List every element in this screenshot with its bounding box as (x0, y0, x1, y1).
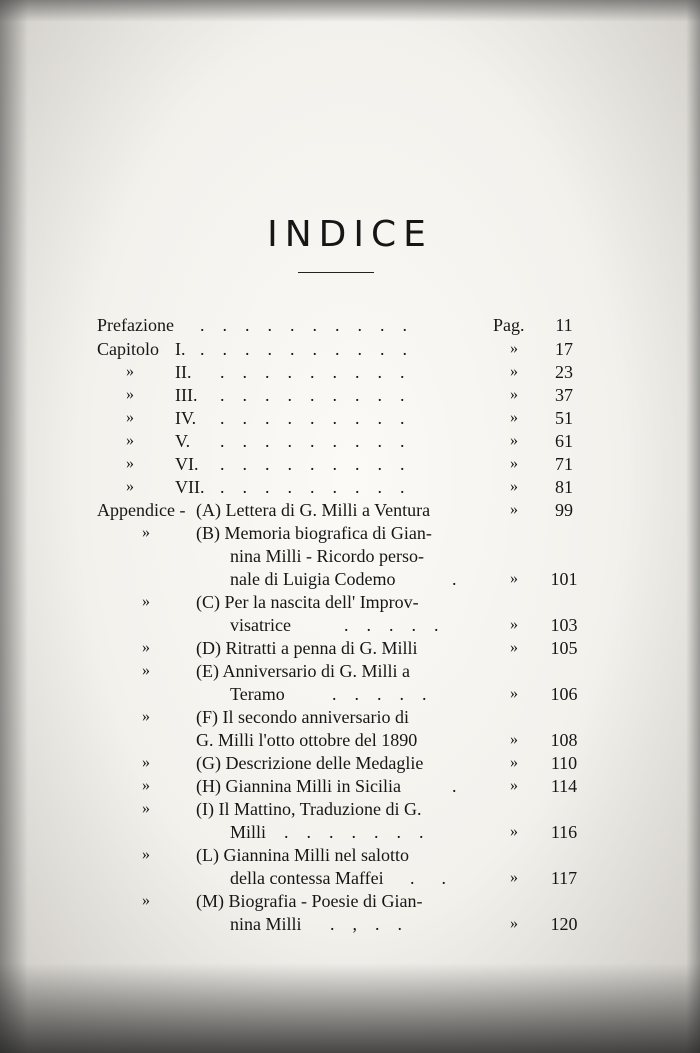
ditto-mark: » (510, 639, 518, 656)
ditto-mark: » (126, 455, 134, 472)
ditto-mark: » (142, 593, 150, 610)
leader-dots: . . . . . . . . . (220, 431, 405, 451)
page-number-cap2: 23 (555, 362, 573, 382)
leader-dots: . , . . (330, 914, 402, 934)
page-number-appL: 117 (550, 868, 578, 888)
toc-label-cap6: VI. (175, 454, 199, 474)
ditto-mark: » (510, 754, 518, 771)
toc-line-appI-2: Milli (230, 822, 267, 842)
toc-line-appB-2: nina Milli - Ricordo perso- (230, 546, 424, 566)
ditto-mark: » (510, 731, 518, 748)
page-number-appD: 105 (550, 638, 578, 658)
toc-line-appE-2: Teramo (230, 684, 285, 704)
toc-line-appL-2: della contessa Maffei (230, 868, 384, 888)
toc-label-appG: (G) Descrizione delle Medaglie (196, 753, 424, 773)
page-number-appM: 120 (550, 914, 578, 934)
toc-label-cap1: I. (175, 339, 186, 359)
ditto-mark: » (510, 501, 518, 518)
page-number-appE: 106 (550, 684, 578, 704)
page-number-cap6: 71 (555, 454, 573, 474)
toc-label-cap4: IV. (175, 408, 197, 428)
leader-dots: . . . . . . . . . (220, 454, 405, 474)
ditto-mark: » (126, 363, 134, 380)
ditto-mark: » (510, 409, 518, 426)
leader-dots: . . . . . (344, 615, 439, 635)
page-number-appB: 101 (550, 569, 578, 589)
ditto-mark: » (510, 823, 518, 840)
ditto-mark: » (510, 570, 518, 587)
ditto-mark: » (142, 777, 150, 794)
ditto-mark: » (510, 386, 518, 403)
toc-line-appE-1: (E) Anniversario di G. Milli a (196, 661, 410, 681)
toc-label-cap7: VII. (175, 477, 205, 497)
toc-label-cap2: II. (175, 362, 192, 382)
ditto-mark: » (126, 432, 134, 449)
toc-line-appF-2: G. Milli l'otto ottobre del 1890 (196, 730, 418, 750)
ditto-mark: » (142, 846, 150, 863)
toc-label-cap3: III. (175, 385, 198, 405)
leader-dots: . . . . . (332, 684, 427, 704)
leader-dots: . . . . . . . . . . (200, 339, 407, 359)
ditto-mark: » (510, 455, 518, 472)
leader-dots: . . . . . . . . . . (200, 315, 407, 335)
page-number-cap3: 37 (555, 385, 573, 405)
toc-label-appA: (A) Lettera di G. Milli a Ventura (196, 500, 431, 520)
ditto-mark: » (510, 432, 518, 449)
page-number-appI: 116 (550, 822, 578, 842)
ditto-mark: » (142, 524, 150, 541)
ditto-mark: » (510, 616, 518, 633)
page-number-appF: 108 (550, 730, 578, 750)
page-number-cap7: 81 (555, 477, 573, 497)
page-number-appG: 110 (550, 753, 578, 773)
page-number-appA: 99 (555, 500, 573, 520)
toc-line-appF-1: (F) Il secondo anniversario di (196, 707, 409, 727)
ditto-mark: » (510, 777, 518, 794)
toc-label-cap5: V. (175, 431, 191, 451)
leader-dots: . . . . . . . (284, 822, 424, 842)
toc-label-prefazione: Prefazione (97, 315, 174, 335)
leader-dots: . . . . . . . . . (220, 408, 405, 428)
leader-dots: . (452, 776, 457, 796)
toc-line-appC-2: visatrice (230, 615, 291, 635)
ditto-mark: » (510, 340, 518, 357)
page-number-cap1: 17 (555, 339, 573, 359)
page-title: INDICE (267, 214, 433, 255)
page-number-cap4: 51 (555, 408, 573, 428)
toc-line-appB-3: nale di Luigia Codemo (230, 569, 396, 589)
ditto-mark: » (142, 754, 150, 771)
ditto-mark: » (142, 639, 150, 656)
toc-line-appM-2: nina Milli (230, 914, 302, 934)
ditto-mark: » (142, 892, 150, 909)
toc-label-appD: (D) Ritratti a penna di G. Milli (196, 638, 418, 658)
ditto-mark: » (142, 662, 150, 679)
leader-dots: . (452, 569, 457, 589)
ditto-mark: » (510, 363, 518, 380)
toc-line-appI-1: (I) Il Mattino, Traduzione di G. (196, 799, 422, 819)
leader-dots: . . . . . . . . . (220, 477, 405, 497)
ditto-mark: » (510, 685, 518, 702)
ditto-mark: » (126, 386, 134, 403)
page-number-prefazione: 11 (555, 315, 573, 335)
ditto-mark: » (510, 478, 518, 495)
ditto-mark: » (126, 478, 134, 495)
toc-label-appH: (H) Giannina Milli in Sicilia (196, 776, 401, 796)
ditto-mark: » (142, 708, 150, 725)
ditto-mark: » (126, 409, 134, 426)
pag-label: Pag. (493, 315, 525, 335)
toc-line-appL-1: (L) Giannina Milli nel salotto (196, 845, 409, 865)
toc-line-appB-1: (B) Memoria biografica di Gian- (196, 523, 432, 543)
chapter-label: Capitolo (97, 339, 159, 359)
ditto-mark: » (510, 869, 518, 886)
appendix-label: Appendice - (97, 500, 186, 520)
leader-dots: . . (410, 868, 446, 888)
toc-line-appM-1: (M) Biografia - Poesie di Gian- (196, 891, 423, 911)
leader-dots: . . . . . . . . . (220, 362, 405, 382)
page-number-appC: 103 (550, 615, 578, 635)
leader-dots: . . . . . . . . . (220, 385, 405, 405)
page-number-appH: 114 (550, 776, 578, 796)
page-number-cap5: 61 (555, 431, 573, 451)
ditto-mark: » (510, 915, 518, 932)
ditto-mark: » (142, 800, 150, 817)
toc-line-appC-1: (C) Per la nascita dell' Improv- (196, 592, 419, 612)
